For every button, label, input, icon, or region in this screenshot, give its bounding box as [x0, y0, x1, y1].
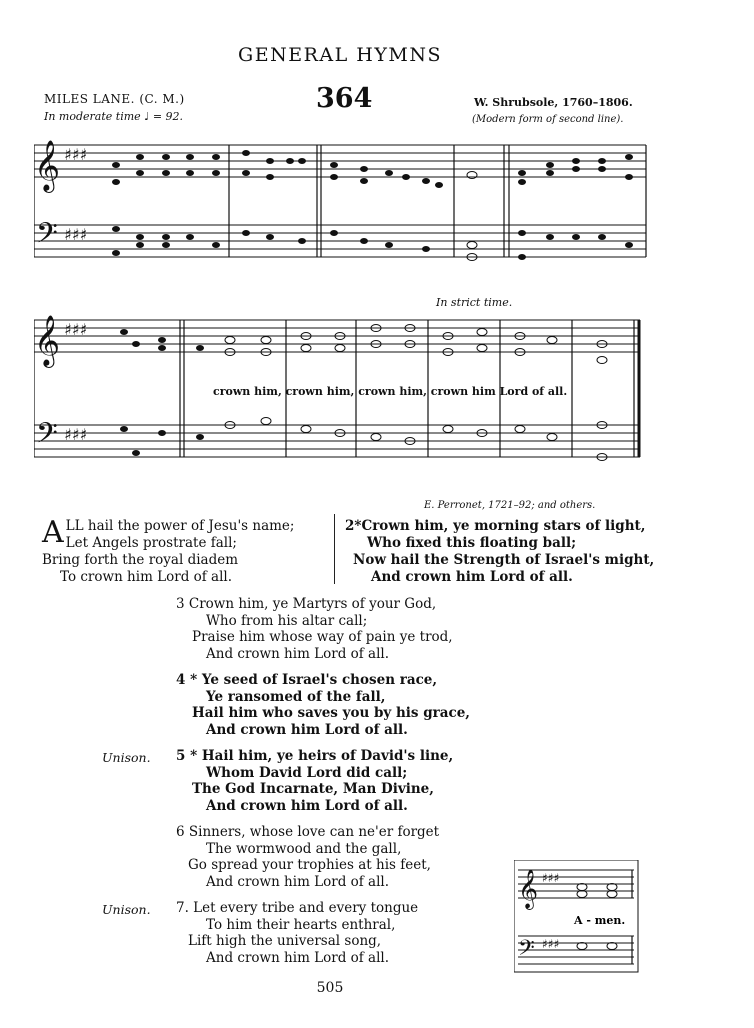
verse-line: And crown him Lord of all.	[206, 645, 390, 662]
notes-system-1	[112, 150, 633, 261]
bass-clef-icon: 𝄢	[36, 217, 58, 257]
sharp-icon: ♯♯♯	[64, 225, 88, 244]
verse-line: Go spread your trophies at his feet,	[188, 857, 431, 873]
sharp-icon: ♯♯♯	[64, 320, 88, 339]
verse-line: And crown him Lord of all.	[206, 949, 390, 966]
bass-staff-1	[34, 217, 646, 257]
verse-line: Let Angels prostrate fall;	[65, 535, 237, 551]
sharp-icon: ♯♯♯	[64, 425, 88, 444]
verse-line: Who fixed this floating ball;	[367, 535, 577, 551]
verse-7	[176, 900, 418, 966]
sharp-icon: ♯♯♯	[542, 937, 560, 951]
verse-1	[42, 515, 295, 586]
verse-5	[176, 748, 453, 814]
composer: W. Shrubsole, 1760–1806.	[474, 96, 633, 109]
page-title: GENERAL HYMNS	[238, 44, 442, 66]
verse-line: Bring forth the royal diadem	[42, 552, 239, 568]
verse-line: 6 Sinners, whose love can ne'er forget	[176, 824, 440, 840]
verse-line: To him their hearts enthral,	[206, 916, 396, 933]
bass-staff-2	[34, 417, 640, 457]
verse-line: And crown him Lord of all.	[371, 569, 573, 585]
verse-line: Hail him who saves you by his grace,	[192, 705, 471, 721]
verse-line: 3 Crown him, ye Martyrs of your God,	[176, 596, 437, 612]
verse-line: And crown him Lord of all.	[206, 721, 408, 738]
lyric-underlay: crown him, crown him, crown him, crown him Lord of all.	[213, 385, 568, 398]
verse-line: 5 * Hail him, ye heirs of David's line,	[176, 748, 454, 764]
hymn-number: 364	[316, 83, 373, 114]
verse-line: The God Incarnate, Man Divine,	[192, 781, 434, 797]
verse-line: And crown him Lord of all.	[206, 797, 408, 814]
composer-note: (Modern form of second line).	[472, 114, 624, 125]
verse-4	[176, 672, 470, 738]
unison-marker: Unison.	[102, 750, 151, 765]
verse-2	[345, 518, 654, 586]
strict-time-marking: In strict time.	[436, 296, 513, 309]
tune-name: MILES LANE. (C. M.)	[44, 92, 185, 106]
verse-line: To crown him Lord of all.	[60, 569, 233, 585]
verse-line: 7. Let every tribe and every tongue	[176, 900, 419, 916]
tempo-marking: In moderate time ♩ = 92.	[44, 110, 184, 123]
unison-marker: Unison.	[102, 902, 151, 917]
bass-clef-icon: 𝄢	[36, 417, 58, 457]
music-system-1	[34, 130, 654, 280]
page-number: 505	[316, 980, 344, 996]
verse-line: 4 * Ye seed of Israel's chosen race,	[176, 672, 438, 688]
verse-3	[176, 596, 453, 662]
drop-cap: A	[42, 515, 64, 550]
author-credit: E. Perronet, 1721–92; and others.	[424, 500, 596, 511]
verse-line: Now hail the Strength of Israel's might,	[353, 552, 655, 568]
verse-line: Ye ransomed of the fall,	[206, 688, 386, 705]
verse-line: Praise him whose way of pain ye trod,	[192, 629, 453, 645]
column-divider	[334, 514, 335, 584]
verse-6	[176, 824, 439, 890]
verse-line: LL hail the power of Jesu's name;	[65, 518, 295, 534]
verse-line: 2*Crown him, ye morning stars of light,	[345, 518, 646, 534]
treble-staff-1	[34, 140, 646, 193]
amen-label: A - men.	[574, 914, 626, 927]
sharp-icon: ♯♯♯	[64, 145, 88, 164]
treble-clef-icon: 𝄞	[34, 315, 61, 366]
verse-line: Who from his altar call;	[206, 612, 368, 629]
treble-staff-2	[34, 315, 640, 368]
bass-clef-icon: 𝄢	[518, 936, 535, 966]
treble-clef-icon: 𝄞	[34, 140, 61, 191]
verse-line: And crown him Lord of all.	[206, 873, 390, 890]
verse-line: The wormwood and the gall,	[206, 840, 402, 857]
sharp-icon: ♯♯♯	[542, 871, 560, 885]
treble-clef-icon: 𝄞	[518, 869, 539, 909]
amen-score	[514, 860, 644, 975]
verse-line: Lift high the universal song,	[188, 933, 382, 949]
verse-line: Whom David Lord did call;	[206, 764, 408, 781]
